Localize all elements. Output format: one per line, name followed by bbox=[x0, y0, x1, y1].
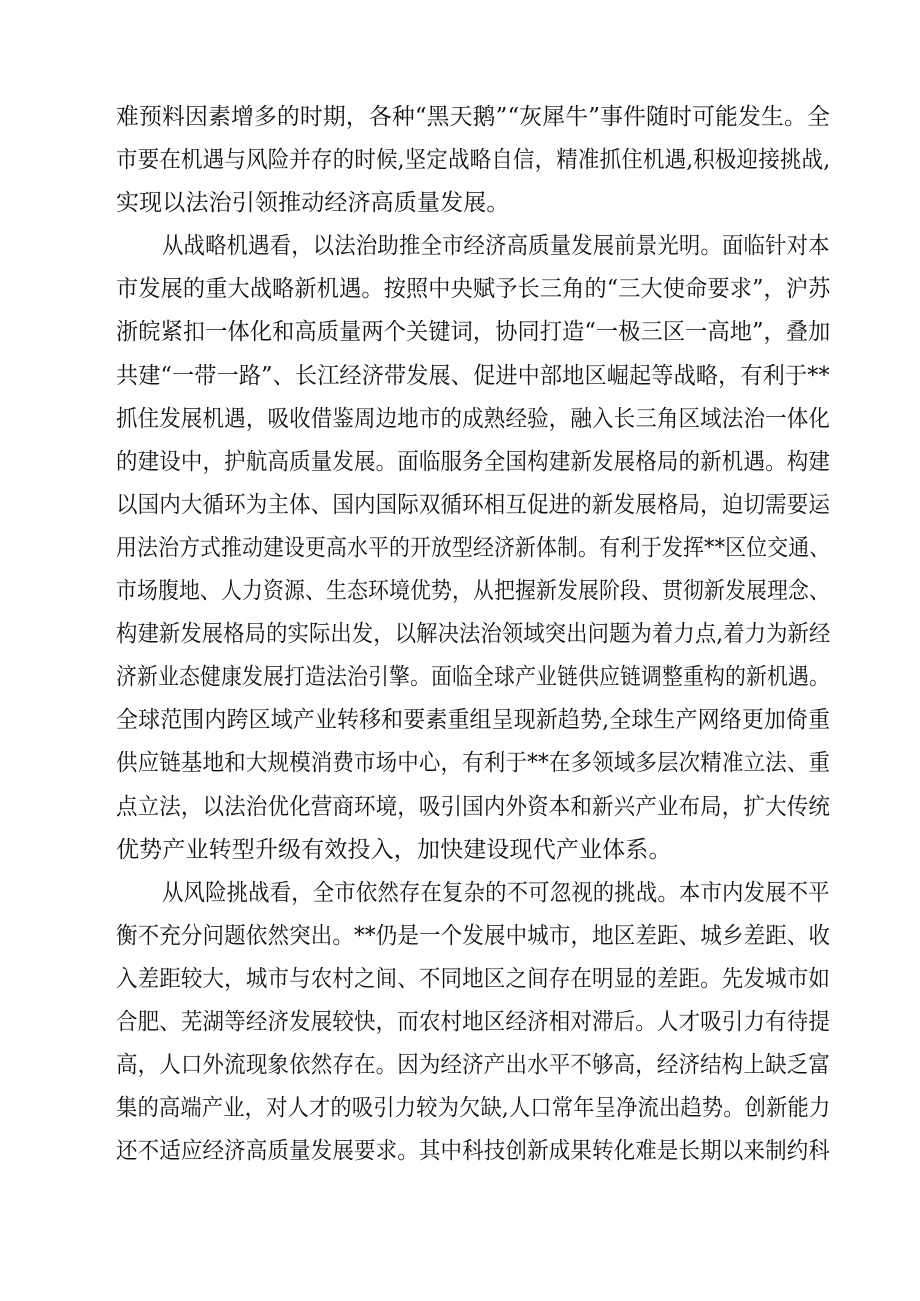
text-line: 优势产业转型升级有效投入，加快建设现代产业体系。 bbox=[116, 836, 672, 863]
text-line: 难预料因素增多的时期，各种“黑天鹅”“灰犀牛”事件随时可能发生。全 bbox=[116, 104, 830, 130]
text-line: 用法治方式推动建设更高水平的开放型经济新体制。有利于发挥**区位交通、 bbox=[116, 534, 831, 561]
text-line: 市场腹地、人力资源、生态环境优势，从把握新发展阶段、贯彻新发展理念、 bbox=[116, 578, 831, 605]
text-line: 入差距较大，城市与农村之间、不同地区之间存在明显的差距。先发城市如 bbox=[116, 965, 830, 992]
paragraph-first-line: 从风险挑战看，全市依然存在复杂的不可忽视的挑战。本市内发展不平 bbox=[161, 879, 830, 906]
text-line: 以国内大循环为主体、国内国际双循环相互促进的新发展格局，迫切需要运 bbox=[116, 491, 830, 518]
text-line: 抓住发展机遇，吸收借鉴周边地市的成熟经验，融入长三角区域法治一体化 bbox=[116, 405, 830, 432]
paragraph-first-line: 从战略机遇看，以法治助推全市经济高质量发展前景光明。面临针对本 bbox=[161, 233, 830, 260]
text-line: 浙皖紧扣一体化和高质量两个关键词，协同打造“一极三区一高地”，叠加 bbox=[116, 319, 831, 346]
text-line: 合肥、芜湖等经济发展较快，而农村地区经济相对滞后。人才吸引力有待提 bbox=[116, 1008, 830, 1035]
text-line: 的建设中，护航高质量发展。面临服务全国构建新发展格局的新机遇。构建 bbox=[116, 448, 830, 475]
text-line: 还不适应经济高质量发展要求。其中科技创新成果转化难是长期以来制约科 bbox=[116, 1138, 830, 1165]
text-line: 点立法，以法治优化营商环境，吸引国内外资本和新兴产业布局，扩大传统 bbox=[116, 793, 830, 820]
text-line: 济新业态健康发展打造法治引擎。面临全球产业链供应链调整重构的新机遇。 bbox=[116, 664, 831, 691]
text-line: 市发展的重大战略新机遇。按照中央赋予长三角的“三大使命要求”，沪苏 bbox=[116, 276, 831, 303]
text-line: 实现以法治引领推动经济高质量发展。 bbox=[116, 190, 510, 217]
text-line: 供应链基地和大规模消费市场中心，有利于**在多领域多层次精准立法、重 bbox=[116, 750, 831, 777]
text-line: 衡不充分问题依然突出。**仍是一个发展中城市，地区差距、城乡差距、收 bbox=[116, 922, 831, 949]
body-text bbox=[116, 96, 830, 1173]
text-line: 市要在机遇与风险并存的时候,坚定战略自信，精准抓住机遇,积极迎接挑战, bbox=[116, 147, 831, 174]
text-line: 全球范围内跨区域产业转移和要素重组呈现新趋势,全球生产网络更加倚重 bbox=[116, 707, 831, 734]
text-line: 高，人口外流现象依然存在。因为经济产出水平不够高，经济结构上缺乏富 bbox=[116, 1052, 830, 1079]
text-line: 共建“一带一路”、长江经济带发展、促进中部地区崛起等战略，有利于** bbox=[116, 362, 830, 389]
text-line: 集的高端产业，对人才的吸引力较为欠缺,人口常年呈净流出趋势。创新能力 bbox=[116, 1095, 831, 1122]
text-line: 构建新发展格局的实际出发，以解决法治领域突出问题为着力点,着力为新经 bbox=[116, 621, 831, 648]
